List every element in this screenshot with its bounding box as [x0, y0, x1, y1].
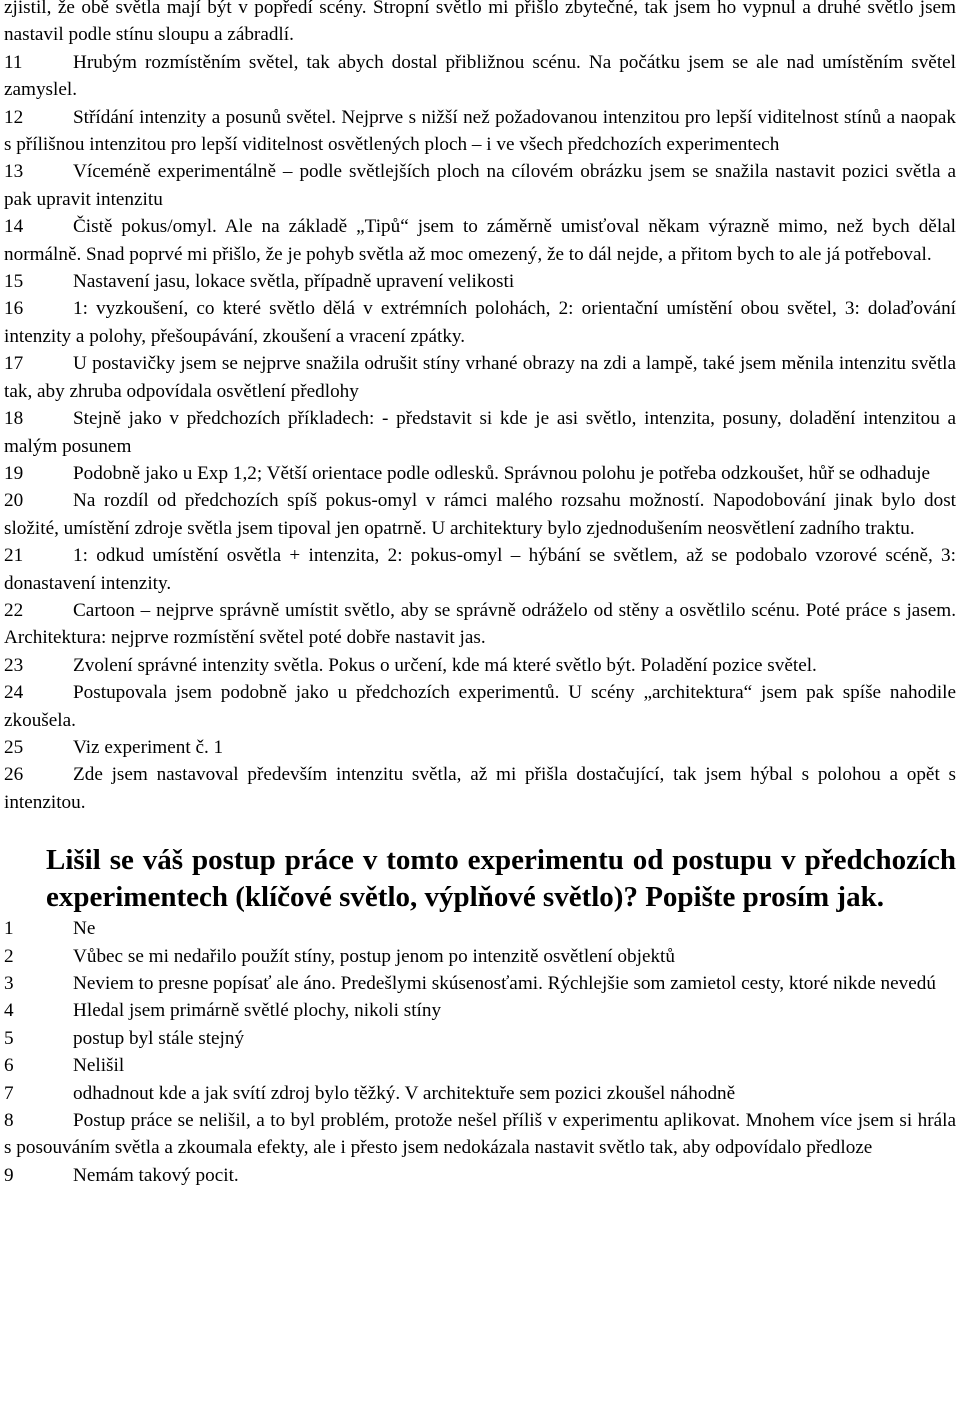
response-item [4, 158, 956, 213]
response-item [4, 679, 956, 734]
response-number: 2 [4, 945, 14, 967]
response-number: 18 [4, 408, 24, 430]
response-item [4, 997, 956, 1024]
response-number: 4 [4, 1000, 14, 1022]
response-item [4, 350, 956, 405]
response-item [4, 104, 956, 159]
response-text: 1: vyzkoušení, co které světlo dělá v extrémních polohách, 2: orientační umístění obou světel, 3: dolaďování intenzity a polohy, přešoupávání, zkoušení a vracení zpátky. [4, 298, 956, 347]
response-text: Zvolení správné intenzity světla. Pokus o určení, kde má které světlo být. Poladění pozice světel. [73, 654, 817, 676]
response-text: postup byl stále stejný [73, 1027, 245, 1049]
response-number: 12 [4, 106, 24, 128]
document-page [4, 0, 956, 1189]
response-number: 6 [4, 1055, 14, 1077]
response-item [4, 295, 956, 350]
response-number: 16 [4, 298, 24, 320]
response-item [4, 268, 956, 295]
response-item [4, 1052, 956, 1079]
response-item [4, 1162, 956, 1189]
response-text: Víceméně experimentálně – podle světlejších ploch na cílovém obrázku jsem se snažila nastavit pozici světla a pak upravit intenzitu [4, 161, 956, 210]
response-text: odhadnout kde a jak svítí zdroj bylo těžký. V architektuře sem pozici zkoušel náhodně [73, 1082, 736, 1104]
response-number: 7 [4, 1082, 14, 1104]
response-text: Stejně jako v předchozích příkladech: - představit si kde je asi světlo, intenzita, posuny, doladění intenzitou a malým posunem [4, 408, 956, 457]
response-number: 26 [4, 764, 24, 786]
response-number: 24 [4, 682, 24, 704]
response-item [4, 970, 956, 997]
section-title: Lišil se váš postup práce v tomto experimentu od postupu v předchozích experimentech (klíčové světlo, výplňové světlo)? Popište prosím jak. [46, 844, 956, 913]
section-number [4, 842, 46, 879]
response-number: 1 [4, 918, 14, 940]
response-number: 15 [4, 271, 24, 293]
response-number: 22 [4, 599, 24, 621]
response-item [4, 542, 956, 597]
response-item [4, 487, 956, 542]
response-number: 25 [4, 736, 24, 758]
response-item [4, 761, 956, 816]
response-text: Vůbec se mi nedařilo použít stíny, postup jenom po intenzitě osvětlení objektů [73, 945, 675, 967]
response-text: Střídání intenzity a posunů světel. Nejprve s nižší než požadovanou intenzitou pro lepší viditelnost stínů a naopak s přílišnou intenzitou pro lepší viditelnost osvětlených ploch – i ve všech předchozích experimentech [4, 106, 956, 156]
response-number: 3 [4, 973, 14, 994]
response-text: Hledal jsem primárně světlé plochy, nikoli stíny [73, 1000, 442, 1022]
response-item [4, 49, 956, 104]
response-number: 8 [4, 1110, 14, 1132]
response-number: 9 [4, 1164, 14, 1186]
response-number: 17 [4, 353, 24, 375]
response-item [4, 1080, 956, 1107]
section-heading-3-4 [4, 842, 956, 915]
response-number: 23 [4, 654, 24, 676]
response-item [4, 597, 956, 652]
response-text: Nelišil [73, 1055, 125, 1077]
response-text: Hrubým rozmístěním světel, tak abych dostal přibližnou scénu. Na počátku jsem se ale nad umístěním světel zamyslel. [4, 51, 956, 101]
response-text: U postavičky jsem se nejprve snažila odrušit stíny vrhané obrazy na zdi a lampě, také jsem měnila intenzitu světla tak, aby zhruba odpovídala osvětlení předlohy [4, 353, 956, 402]
response-text: Nemám takový pocit. [73, 1164, 239, 1186]
response-text: Na rozdíl od předchozích spíš pokus-omyl v rámci malého rozsahu možností. Napodobování jinak bylo dost složité, umístění zdroje světla jsem tipoval jen opatrně. U architektury bylo zjednodušením neosvětlení zadního traktu. [4, 490, 956, 539]
response-list-previous-question [4, 49, 956, 816]
response-text: Ne [73, 918, 96, 940]
response-item [4, 460, 956, 487]
response-number: 11 [4, 51, 23, 73]
response-text: Cartoon – nejprve správně umístit světlo, aby se správně odráželo od stěny a osvětlilo scénu. Poté práce s jasem. Architektura: nejprve rozmístění světel poté dobře nastavit jas. [4, 599, 956, 649]
response-item [4, 734, 956, 761]
response-item [4, 213, 956, 268]
response-text: Čistě pokus/omyl. Ale na základě „Tipů“ jsem to záměrně umisťoval někam výrazně mimo, než bych dělal normálně. Snad poprvé mi přišlo, že je pohyb světla až moc omezený, že to dál nejde, a přitom bych to ale já potřeboval. [4, 216, 956, 265]
response-number: 21 [4, 545, 24, 567]
continuation-paragraph: zjistil, že obě světla mají být v popředí scény. Stropní světlo mi přišlo zbytečné, tak jsem ho vypnul a druhé světlo jsem nastavil podle stínu sloupu a zábradlí. [4, 0, 956, 46]
response-number: 13 [4, 161, 24, 183]
response-text: Nastavení jasu, lokace světla, případně upravení velikosti [73, 271, 515, 293]
response-item [4, 405, 956, 460]
response-item [4, 943, 956, 970]
response-item [4, 652, 956, 679]
response-number: 19 [4, 462, 24, 484]
response-text: Viz experiment č. 1 [73, 736, 224, 758]
response-text: Postupovala jsem podobně jako u předchozích experimentů. U scény „architektura“ jsem pak spíše nahodile zkoušela. [4, 682, 956, 731]
response-item [4, 1107, 956, 1162]
response-number: 14 [4, 216, 24, 238]
response-text: Postup práce se nelišil, a to byl problém, protože nešel příliš v experimentu aplikovat. Mnohem více jsem si hrála s posouváním světla a zkoumala efekty, ale i přesto jsem nedokázala nastavit světlo tak, aby odpovídalo předloze [4, 1110, 956, 1159]
response-number: 5 [4, 1027, 14, 1049]
response-number: 20 [4, 490, 24, 512]
response-list-3-4 [4, 915, 956, 1189]
response-text: Neviem to presne popísať ale áno. Predešlymi skúsenosťami. Rýchlejšie som zamietol cesty, ktoré nikde nevedú [73, 973, 936, 994]
response-item [4, 1025, 956, 1052]
response-item [4, 915, 956, 942]
response-text: 1: odkud umístění osvětla + intenzita, 2: pokus-omyl – hýbání se světlem, až se podobalo vzorové scéně, 3: donastavení intenzity. [4, 545, 956, 594]
response-text: Podobně jako u Exp 1,2; Větší orientace podle odlesků. Správnou polohu je potřeba odzkoušet, hůř se odhaduje [73, 462, 931, 484]
response-text: Zde jsem nastavoval především intenzitu světla, až mi přišla dostačující, tak jsem hýbal s polohou a opět s intenzitou. [4, 764, 956, 813]
